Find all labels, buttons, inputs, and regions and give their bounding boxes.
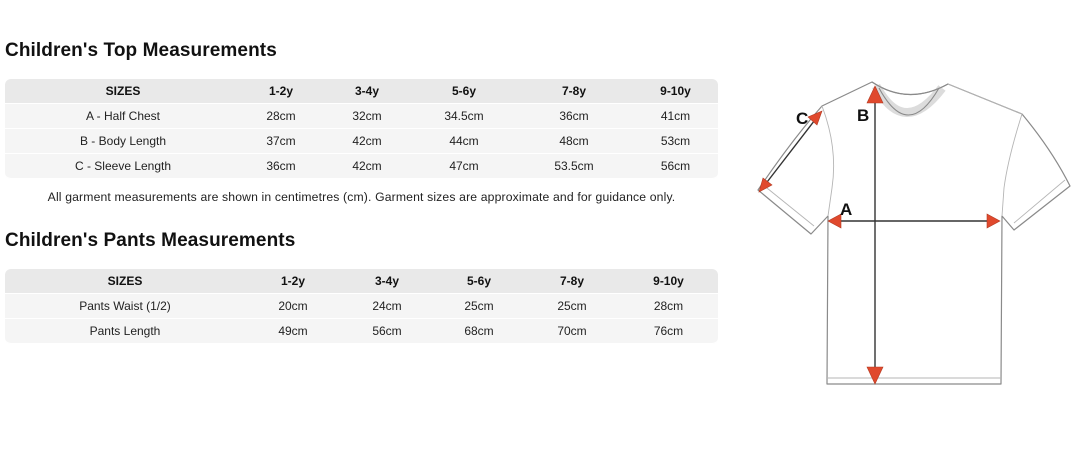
header-size-9-10y: 9-10y: [619, 269, 718, 294]
label-a: A: [840, 200, 853, 219]
label-b: B: [857, 106, 870, 125]
pants-measurements-table: [5, 269, 718, 344]
header-size-1-2y: 1-2y: [241, 79, 321, 104]
header-size-9-10y: 9-10y: [633, 79, 718, 104]
table-cell: 42cm: [321, 129, 413, 154]
header-size-3-4y: 3-4y: [321, 79, 413, 104]
table-row: [5, 104, 718, 129]
header-size-5-6y: 5-6y: [433, 269, 525, 294]
table-cell: 36cm: [241, 154, 321, 179]
table-cell: 42cm: [321, 154, 413, 179]
table-cell: 25cm: [433, 294, 525, 319]
table-cell: 48cm: [515, 129, 633, 154]
table-cell: 56cm: [633, 154, 718, 179]
table-cell: 24cm: [341, 294, 433, 319]
table-row: [5, 154, 718, 179]
table-cell: 44cm: [413, 129, 515, 154]
tshirt-measurement-diagram: [752, 78, 1074, 390]
table-cell: 68cm: [433, 319, 525, 344]
row-label: C - Sleeve Length: [5, 154, 241, 179]
header-size-1-2y: 1-2y: [245, 269, 341, 294]
measurement-note: All garment measurements are shown in centimetres (cm). Garment sizes are approximate and for guidance only.: [47, 190, 676, 204]
table-row: [5, 319, 718, 344]
table-cell: 20cm: [245, 294, 341, 319]
header-size-3-4y: 3-4y: [341, 269, 433, 294]
row-label: Pants Length: [5, 319, 245, 344]
table-cell: 47cm: [413, 154, 515, 179]
table-cell: 53cm: [633, 129, 718, 154]
pants-measurements-title: Children's Pants Measurements: [5, 230, 296, 251]
header-size-5-6y: 5-6y: [413, 79, 515, 104]
table-cell: 41cm: [633, 104, 718, 129]
header-size-7-8y: 7-8y: [515, 79, 633, 104]
row-label: B - Body Length: [5, 129, 241, 154]
top-measurements-table: [5, 79, 718, 179]
table-cell: 56cm: [341, 319, 433, 344]
label-c: C: [796, 109, 809, 128]
table-cell: 70cm: [525, 319, 619, 344]
table-row: [5, 129, 718, 154]
table-cell: 49cm: [245, 319, 341, 344]
table-cell: 28cm: [619, 294, 718, 319]
header-sizes: SIZES: [5, 79, 241, 104]
table-cell: 76cm: [619, 319, 718, 344]
table-header-row: [5, 269, 718, 294]
table-cell: 25cm: [525, 294, 619, 319]
table-cell: 28cm: [241, 104, 321, 129]
header-size-7-8y: 7-8y: [525, 269, 619, 294]
row-label: Pants Waist (1/2): [5, 294, 245, 319]
table-header-row: [5, 79, 718, 104]
table-cell: 36cm: [515, 104, 633, 129]
table-cell: 34.5cm: [413, 104, 515, 129]
table-row: [5, 294, 718, 319]
table-cell: 53.5cm: [515, 154, 633, 179]
top-measurements-title: Children's Top Measurements: [5, 40, 277, 61]
header-sizes: SIZES: [5, 269, 245, 294]
table-cell: 32cm: [321, 104, 413, 129]
row-label: A - Half Chest: [5, 104, 241, 129]
table-cell: 37cm: [241, 129, 321, 154]
